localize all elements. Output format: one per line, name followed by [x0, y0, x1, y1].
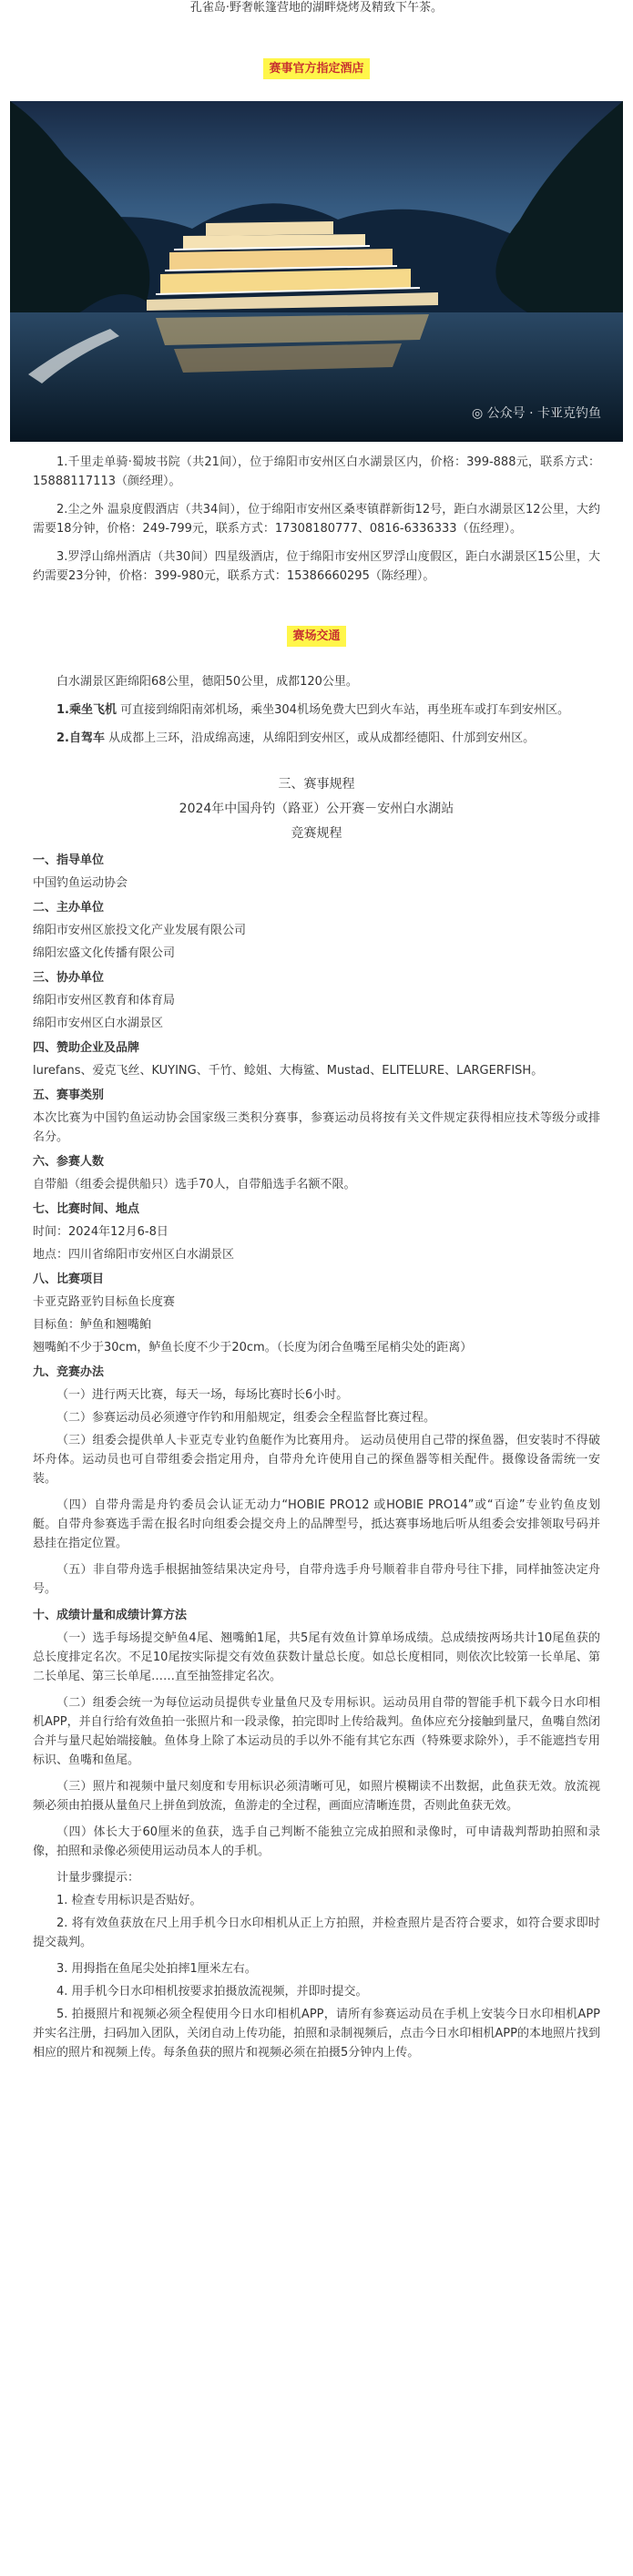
rules-line: 本次比赛为中国钓鱼运动协会国家级三类积分赛事，参赛运动员将按有关文件规定获得相应技术等级分或排名分。	[33, 1111, 600, 1144]
rules-line: （二）组委会统一为每位运动员提供专业量鱼尺及专用标识。运动员用自带的智能手机下载今日水印相机APP，并自行给有效鱼拍一张照片和一段录像，拍完即时上传给裁判。鱼体应充分接触到量尺，鱼嘴自然闭合并与量尺起始端接触。鱼体身上除了本运动员的手以外不能有其它东西（特殊要求除外），手不能遮挡专用标识、鱼嘴和鱼尾。	[33, 1696, 600, 1767]
rules-line: 2. 将有效鱼获放在尺上用手机今日水印相机从正上方拍照，并检查照片是否符合要求，如符合要求即时提交裁判。	[33, 1917, 600, 1949]
rules-line: 卡亚克路亚钓目标鱼长度赛	[33, 1295, 176, 1309]
rules-heading: 十、成绩计量和成绩计算方法	[33, 1609, 188, 1622]
rules-heading: 五、赛事类别	[33, 1089, 105, 1102]
rules-heading: 八、比赛项目	[33, 1273, 105, 1286]
traffic-heading-wrap	[0, 626, 633, 647]
rules-line: 4. 用手机今日水印相机按要求拍摄放流视频，并即时提交。	[56, 1985, 368, 1998]
rules-heading: 九、竞赛办法	[33, 1365, 105, 1379]
rules-line: 自带船（组委会提供船只）选手70人，自带船选手名额不限。	[33, 1178, 356, 1191]
rules-line: （二）参赛运动员必须遵守作钓和用船规定，组委会全程监督比赛过程。	[56, 1411, 436, 1425]
rules-line: 绵阳宏盛文化传播有限公司	[33, 946, 176, 960]
traffic-item: 1.乘坐飞机 可直接到绵阳南郊机场，乘坐304机场免费大巴到火车站，再坐班车或打车到安州区。	[56, 703, 569, 717]
rules-heading: 七、比赛时间、地点	[33, 1202, 140, 1216]
hotel-heading-wrap	[0, 58, 633, 79]
rules-line: 绵阳市安州区教育和体育局	[33, 994, 176, 1007]
rules-line: （一）进行两天比赛，每天一场，每场比赛时长6小时。	[56, 1388, 349, 1402]
rules-line: 目标鱼：鲈鱼和翘嘴鲌	[33, 1318, 152, 1332]
hotel-list	[0, 453, 633, 586]
hotel-item: 1.千里走单骑·蜀坡书院（共21间），位于绵阳市安州区白水湖景区内，价格：399-888元，联系方式：15888117113（颜经理）。	[33, 455, 600, 488]
rules-line: 3. 用拇指在鱼尾尖处拍摔1厘米左右。	[56, 1962, 257, 1976]
section-title: 三、赛事规程	[278, 777, 355, 792]
wechat-icon: ◎	[471, 406, 487, 421]
traffic-intro: 白水湖景区距绵阳68公里，德阳50公里，成都120公里。	[56, 675, 358, 689]
rules-line: （五）非自带舟选手根据抽签结果决定舟号，自带舟选手舟号顺着非自带舟号往下排，同样抽签决定舟号。	[33, 1563, 600, 1596]
hotel-heading: 赛事官方指定酒店	[263, 58, 369, 79]
hotel-photo-illustration	[10, 101, 623, 442]
rules-line: （四）体长大于60厘米的鱼获，选手自己判断不能独立完成拍照和录像时，可申请裁判帮助拍照和录像，拍照和录像必须使用运动员本人的手机。	[33, 1825, 600, 1858]
rules-line: （三）组委会提供单人卡亚克专业钓鱼艇作为比赛用舟。 运动员使用自己带的探鱼器，但安装时不得破坏舟体。运动员也可自带组委会指定用舟，自带舟允许使用自己的探鱼器等相关配件。摄像设备需统一安装。	[33, 1434, 600, 1486]
rules-heading: 六、参赛人数	[33, 1155, 105, 1169]
traffic-section	[0, 672, 633, 748]
rules-line: （一）选手每场提交鲈鱼4尾、翘嘴鲌1尾，共5尾有效鱼计算单场成绩。总成绩按两场共计10尾鱼获的总长度排定名次。不足10尾按实际提交有效鱼获数计量总长度。如总长度相同，则依次比较第一长单尾、第二长单尾、第三长单尾……直至抽签排定名次。	[33, 1631, 600, 1683]
hotel-item: 3.罗浮山绵州酒店（共30间）四星级酒店，位于绵阳市安州区罗浮山度假区，距白水湖景区15公里，大约需要23分钟，价格：399-980元，联系方式：15386660295（陈经理）。	[33, 550, 600, 583]
rules-line: （三）照片和视频中量尺刻度和专用标识必须清晰可见，如照片模糊读不出数据，此鱼获无效。放流视频必须由拍摄从量鱼尺上拼鱼到放流，鱼游走的全过程，画面应清晰连贯，否则此鱼获无效。	[33, 1780, 600, 1813]
rules-title: 竞赛规程	[291, 826, 342, 841]
top-line: 孔雀岛·野奢帐篷营地的湖畔烧烤及精致下午茶。	[189, 1, 444, 15]
rules-heading: 一、指导单位	[33, 854, 105, 867]
traffic-heading: 赛场交通	[287, 626, 345, 647]
rules-list	[0, 851, 633, 2062]
rules-line: lurefans、爱克飞丝、KUYING、千竹、鲶姐、大梅鲨、Mustad、ELITELURE、LARGERFISH。	[33, 1064, 544, 1078]
rules-line: 绵阳市安州区旅投文化产业发展有限公司	[33, 924, 247, 937]
rules-line: 地点：四川省绵阳市安州区白水湖景区	[33, 1248, 235, 1262]
rules-heading: 四、赞助企业及品牌	[33, 1041, 140, 1055]
photo-watermark: ◎ 公众号 · 卡亚克钓鱼	[471, 406, 601, 421]
rules-heading: 二、主办单位	[33, 901, 105, 915]
rules-line: 绵阳市安州区白水湖景区	[33, 1017, 164, 1030]
hotel-item: 2.尘之外 温泉度假酒店（共34间），位于绵阳市安州区桑枣镇群新街12号，距白水湖景区12公里，大约需要18分钟，价格：249-799元，联系方式：17308180777、0816-6336333（伍经理）。	[33, 503, 600, 536]
rules-line: 5. 拍摄照片和视频必须全程使用今日水印相机APP，请所有参赛运动员在手机上安装今日水印相机APP并实名注册，扫码加入团队，关闭自动上传功能，拍照和录制视频后，点击今日水印相机APP的本地照片找到相应的照片和视频上传。每条鱼获的照片和视频必须在拍摄5分钟内上传。	[33, 2008, 600, 2060]
traffic-item: 2.自驾车 从成都上三环，沿成绵高速，从绵阳到安州区，或从成都经德阳、什邡到安州区。	[56, 731, 536, 745]
rules-heading: 三、协办单位	[33, 971, 105, 985]
rules-line: 翘嘴鲌不少于30cm，鲈鱼长度不少于20cm。（长度为闭合鱼嘴至尾梢尖处的距离）	[33, 1341, 473, 1354]
rules-line: （四）自带舟需是舟钓委员会认证无动力“HOBIE PRO12 或HOBIE PRO14”或“百途”专业钓鱼皮划艇。自带舟参赛选手需在报名时向组委会提交舟上的品牌型号，抵达赛事场地后听从组委会安排领取号码并悬挂在指定位置。	[33, 1498, 600, 1550]
rules-line: 1. 检查专用标识是否贴好。	[56, 1894, 202, 1907]
event-title: 2024年中国舟钓（路亚）公开赛－安州白水湖站	[179, 802, 454, 816]
rules-line: 计量步骤提示：	[56, 1871, 140, 1885]
hotel-photo	[10, 101, 623, 442]
rules-line: 时间：2024年12月6-8日	[33, 1225, 168, 1239]
rules-line: 中国钓鱼运动协会	[33, 876, 128, 890]
